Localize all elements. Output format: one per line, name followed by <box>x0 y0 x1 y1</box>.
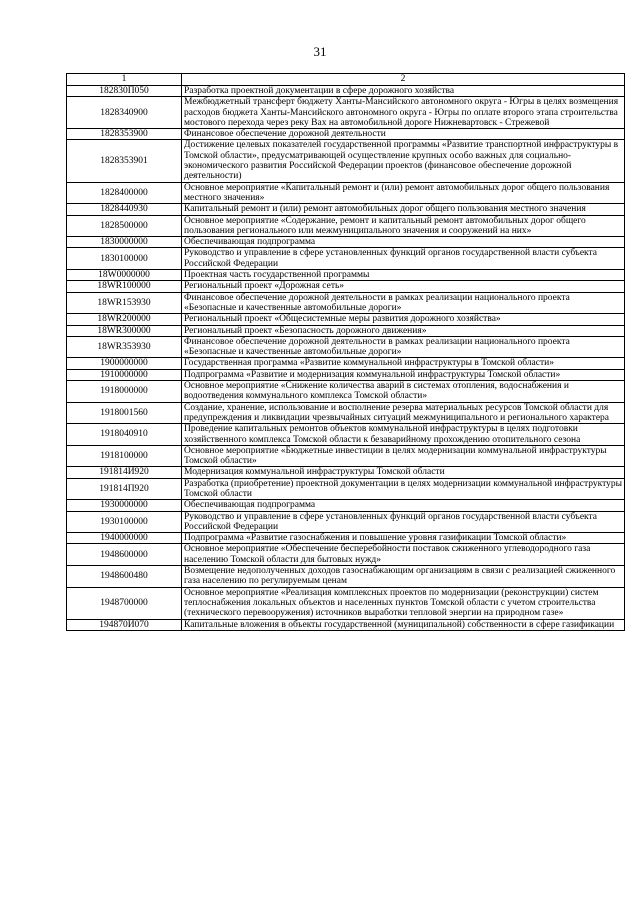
row-name-cell: Финансовое обеспечение дорожной деятельности в рамках реализации национального проекта «Безопасные и качественные автомобильные дороги» <box>182 336 625 358</box>
row-name-cell: Межбюджетный трансферт бюджету Ханты-Мансийского автономного округа - Югры в целях возмещения расходов бюджета Ханты-Мансийского автономного округа - Югры по оплате второго этапа строительства мостового перехода через реку Вах на автомобильной дороге Нижневартовск - Стрежевой <box>182 97 625 129</box>
table-row <box>67 402 625 424</box>
table-row <box>67 140 625 182</box>
row-code-cell: 1828400000 <box>67 182 182 204</box>
row-code-cell: 1828340900 <box>67 97 182 129</box>
row-name-cell: Финансовое обеспечение дорожной деятельности <box>182 129 625 140</box>
row-code-cell: 194870И070 <box>67 619 182 630</box>
row-name-cell: Основное мероприятие «Обеспечение бесперебойности поставок сжиженного углеводородного газа населению Томской области для бытовых нужд» <box>182 544 625 566</box>
table-row <box>67 248 625 270</box>
row-name-cell: Руководство и управление в сфере установленных функций органов государственной власти субъекта Российской Федерации <box>182 511 625 533</box>
table-row <box>67 358 625 369</box>
table-body <box>67 86 625 631</box>
row-name-cell: Основное мероприятие «Снижение количества аварий в системах отопления, водоснабжения и водоотведения коммунального комплекса Томской области» <box>182 381 625 403</box>
table-row <box>67 500 625 511</box>
row-code-cell: 1918000000 <box>67 381 182 403</box>
row-name-cell: Основное мероприятие «Капитальный ремонт и (или) ремонт автомобильных дорог общего пользования местного значения» <box>182 182 625 204</box>
table-row <box>67 270 625 281</box>
table-row <box>67 281 625 292</box>
row-name-cell: Региональный проект «Безопасность дорожного движения» <box>182 325 625 336</box>
table-row <box>67 478 625 500</box>
row-code-cell: 1828353901 <box>67 140 182 182</box>
row-name-cell: Модернизация коммунальной инфраструктуры Томской области <box>182 467 625 478</box>
row-code-cell: 1828353900 <box>67 129 182 140</box>
row-name-cell: Капитальный ремонт и (или) ремонт автомобильных дорог общего пользования местного значения <box>182 204 625 215</box>
row-name-cell: Создание, хранение, использование и восполнение резерва материальных ресурсов Томской области для предупреждения и ликвидации чрезвычайных ситуаций межмуниципального и регионального характера <box>182 402 625 424</box>
table-row <box>67 129 625 140</box>
row-name-cell: Достижение целевых показателей государственной программы «Развитие транспортной инфраструктуры в Томской области», предусматривающей осуществление крупных особо важных для социально-экономического развития Российской Федерации проектов (финансовое обеспечение дорожной деятельности) <box>182 140 625 182</box>
row-code-cell: 1918100000 <box>67 445 182 467</box>
row-code-cell: 1910000000 <box>67 369 182 380</box>
budget-code-table <box>66 73 625 631</box>
row-code-cell: 18WR153930 <box>67 292 182 314</box>
row-code-cell: 191814П920 <box>67 478 182 500</box>
row-name-cell: Проектная часть государственной программы <box>182 270 625 281</box>
row-name-cell: Подпрограмма «Развитие газоснабжения и повышение уровня газификации Томской области» <box>182 533 625 544</box>
row-code-cell: 1930100000 <box>67 511 182 533</box>
page-number: 31 <box>313 44 327 59</box>
row-code-cell: 1930000000 <box>67 500 182 511</box>
row-code-cell: 182830П050 <box>67 86 182 97</box>
row-name-cell: Возмещение недополученных доходов газоснабжающим организациям в связи с реализацией сжиженного газа населению по регулируемым ценам <box>182 566 625 588</box>
row-code-cell: 18WR100000 <box>67 281 182 292</box>
table-row <box>67 86 625 97</box>
table-row <box>67 215 625 237</box>
table-row <box>67 237 625 248</box>
table-row <box>67 182 625 204</box>
row-code-cell: 1828440930 <box>67 204 182 215</box>
row-name-cell: Обеспечивающая подпрограмма <box>182 500 625 511</box>
table-row <box>67 381 625 403</box>
table-row <box>67 97 625 129</box>
row-name-cell: Основное мероприятие «Бюджетные инвестиции в целях модернизации коммунальной инфраструктуры Томской области» <box>182 445 625 467</box>
row-name-cell: Капитальные вложения в объекты государственной (муниципальной) собственности в сфере газификации <box>182 619 625 630</box>
row-name-cell: Проведение капитальных ремонтов объектов коммунальной инфраструктуры в целях подготовки хозяйственного комплекса Томской области к безаварийному прохождению отопительного сезона <box>182 424 625 446</box>
row-code-cell: 18WR353930 <box>67 336 182 358</box>
row-code-cell: 18W0000000 <box>67 270 182 281</box>
row-code-cell: 1940000000 <box>67 533 182 544</box>
row-code-cell: 1900000000 <box>67 358 182 369</box>
row-name-cell: Региональный проект «Общесистемные меры развития дорожного хозяйства» <box>182 314 625 325</box>
column-header-code: 1 <box>67 74 182 86</box>
table-row <box>67 314 625 325</box>
row-code-cell: 1828500000 <box>67 215 182 237</box>
row-code-cell: 1830000000 <box>67 237 182 248</box>
table-row <box>67 424 625 446</box>
table-row <box>67 336 625 358</box>
row-code-cell: 1830100000 <box>67 248 182 270</box>
row-name-cell: Государственная программа «Развитие коммунальной инфраструктуры в Томской области» <box>182 358 625 369</box>
row-code-cell: 1948700000 <box>67 587 182 619</box>
table-row <box>67 511 625 533</box>
table-row <box>67 619 625 630</box>
row-name-cell: Подпрограмма «Развитие и модернизация коммунальной инфраструктуры Томской области» <box>182 369 625 380</box>
row-name-cell: Разработка (приобретение) проектной документации в целях модернизации коммунальной инфраструктуры Томской области <box>182 478 625 500</box>
row-name-cell: Региональный проект «Дорожная сеть» <box>182 281 625 292</box>
table-row <box>67 325 625 336</box>
row-code-cell: 1948600000 <box>67 544 182 566</box>
row-code-cell: 1948600480 <box>67 566 182 588</box>
row-code-cell: 18WR300000 <box>67 325 182 336</box>
row-name-cell: Основное мероприятие «Содержание, ремонт и капитальный ремонт автомобильных дорог общего пользования регионального или межмуниципального значения и сооружений на них» <box>182 215 625 237</box>
table-header-row <box>67 74 625 86</box>
row-code-cell: 1918040910 <box>67 424 182 446</box>
row-name-cell: Финансовое обеспечение дорожной деятельности в рамках реализации национального проекта «Безопасные и качественные автомобильные дороги» <box>182 292 625 314</box>
table-row <box>67 369 625 380</box>
table-row <box>67 292 625 314</box>
column-header-name: 2 <box>182 74 625 86</box>
row-name-cell: Обеспечивающая подпрограмма <box>182 237 625 248</box>
row-name-cell: Основное мероприятие «Реализация комплексных проектов по модернизации (реконструкции) систем теплоснабжения локальных объектов и населенных пунктов Томской области с учетом строительства (технического перевооружения) источников выработки тепловой энергии на природном газе» <box>182 587 625 619</box>
table-row <box>67 445 625 467</box>
row-code-cell: 1918001560 <box>67 402 182 424</box>
row-name-cell: Разработка проектной документации в сфере дорожного хозяйства <box>182 86 625 97</box>
table-row <box>67 587 625 619</box>
table-row <box>67 467 625 478</box>
table-row <box>67 544 625 566</box>
row-code-cell: 18WR200000 <box>67 314 182 325</box>
row-name-cell: Руководство и управление в сфере установленных функций органов государственной власти субъекта Российской Федерации <box>182 248 625 270</box>
table-row <box>67 566 625 588</box>
row-code-cell: 191814И920 <box>67 467 182 478</box>
table-row <box>67 204 625 215</box>
table-row <box>67 533 625 544</box>
